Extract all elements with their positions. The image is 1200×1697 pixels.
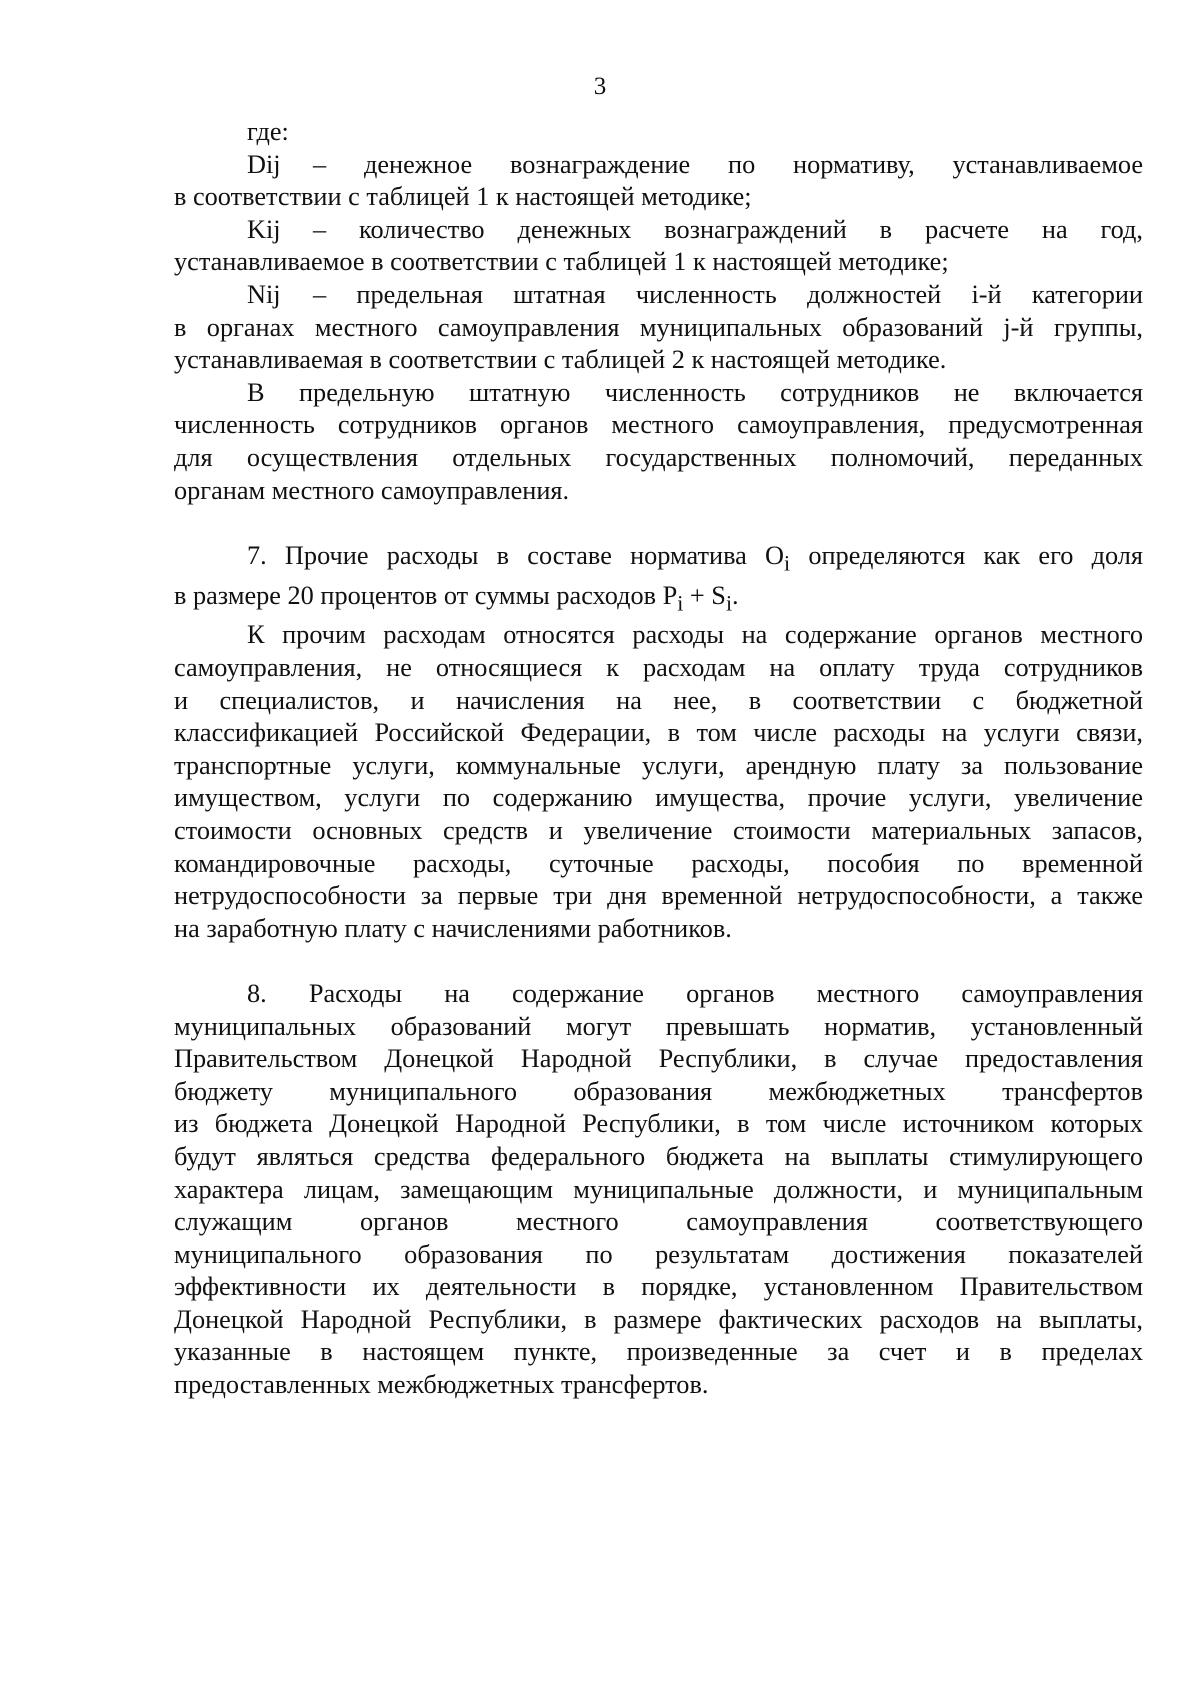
other-expenses-line-6: имуществом, услуги по содержанию имущества, прочие услуги, увеличение: [174, 783, 1143, 813]
section8-line-3: Правительством Донецкой Народной Республики, в случае предоставления: [174, 1044, 1143, 1074]
where-label: где:: [247, 117, 289, 146]
section7-line-2-start: в размере 20 процентов от суммы расходов P: [174, 580, 678, 610]
exclusion-line-2: численность сотрудников органов местного самоуправления, предусмотренная: [174, 410, 1143, 440]
section8-line-4: бюджету муниципального образования межбюджетных трансфертов: [174, 1076, 1143, 1106]
document-body: [174, 116, 1143, 1402]
section8-line-2: муниципальных образований могут превышать норматив, установленный: [174, 1011, 1143, 1041]
other-expenses-line-5: транспортные услуги, коммунальные услуги, арендную плату за пользование: [174, 750, 1143, 780]
other-expenses-line-7: стоимости основных средств и увеличение стоимости материальных запасов,: [174, 815, 1143, 845]
other-expenses-line-10: на заработную плату с начислениями работников.: [174, 913, 732, 943]
definition-nij-line-3: устанавливаемая в соответствии с таблицей 2 к настоящей методике.: [174, 345, 947, 375]
paragraph-gap: [174, 945, 1143, 978]
other-expenses-line-8: командировочные расходы, суточные расходы, пособия по временной: [174, 848, 1143, 878]
section8-line-9: муниципального образования по результатам достижения показателей: [174, 1239, 1143, 1269]
definition-dij-line-2: в соответствии с таблицей 1 к настоящей методике;: [174, 182, 752, 212]
definition-nij-symbol: Nij: [247, 279, 281, 309]
other-expenses-line-9: нетрудоспособности за первые три дня временной нетрудоспособности, а также: [174, 881, 1143, 911]
section8-line-7: характера лицам, замещающим муниципальные должности, и муниципальным: [174, 1174, 1143, 1204]
definition-kij-line-2: устанавливаемое в соответствии с таблицей 1 к настоящей методике;: [174, 247, 949, 277]
definition-kij-line-1: [174, 214, 1143, 247]
section7-line-2: [174, 580, 1143, 620]
page-number: 3: [593, 73, 607, 100]
section8-line-13: предоставленных межбюджетных трансфертов.: [174, 1370, 709, 1400]
other-expenses-line-4: классификацией Российской Федерации, в том числе расходы на услуги связи,: [174, 718, 1143, 748]
exclusion-line-4: органам местного самоуправления.: [174, 475, 570, 505]
section7-line-1-end: определяются как его доля: [790, 540, 1143, 570]
section7-line-1: [174, 540, 1143, 580]
paragraph-gap: [174, 507, 1143, 540]
other-expenses-line-3: и специалистов, и начисления на нее, в соответствии с бюджетной: [174, 685, 1143, 715]
definition-kij-symbol: Kij: [247, 214, 281, 244]
section8-line-6: будут являться средства федерального бюджета на выплаты стимулирующего: [174, 1141, 1143, 1171]
section7-line-1-sub: i: [784, 549, 791, 575]
section7-line-2-end: .: [732, 580, 739, 610]
section8-line-1: 8. Расходы на содержание органов местного самоуправления: [247, 978, 1143, 1008]
definition-dij-text: – денежное вознаграждение по нормативу, устанавливаемое: [313, 149, 1143, 179]
definition-dij-line-1: [174, 149, 1143, 182]
section8-line-10: эффективности их деятельности в порядке, установленном Правительством: [174, 1272, 1143, 1302]
other-expenses-line-2: самоуправления, не относящиеся к расходам на оплату труда сотрудников: [174, 653, 1143, 682]
section8-line-5: из бюджета Донецкой Народной Республики, в том числе источником которых: [174, 1109, 1143, 1139]
definition-dij-symbol: Dij: [247, 149, 281, 179]
definition-kij-text: – количество денежных вознаграждений в расчете на год,: [313, 214, 1143, 244]
section8-line-11: Донецкой Народной Республики, в размере фактических расходов на выплаты,: [174, 1304, 1143, 1334]
exclusion-line-3: для осуществления отдельных государственных полномочий, переданных: [174, 442, 1143, 472]
section7-line-2-sub-p: i: [677, 589, 684, 615]
other-expenses-line-1: К прочим расходам относятся расходы на содержание органов местного: [247, 620, 1143, 650]
section7-line-2-sub-s: i: [725, 589, 733, 615]
definition-nij-line-2: в органах местного самоуправления муниципальных образований j-й группы,: [174, 312, 1143, 342]
section7-line-1-start: 7. Прочие расходы в составе норматива O: [247, 540, 785, 570]
definition-nij-line-1: [174, 279, 1143, 312]
section7-line-2-mid: + S: [683, 580, 726, 610]
section8-line-12: указанные в настоящем пункте, произведенные за счет и в пределах: [174, 1337, 1143, 1367]
section8-line-8: служащим органов местного самоуправления соответствующего: [174, 1207, 1143, 1237]
definition-nij-text: – предельная штатная численность должностей i-й категории: [313, 279, 1143, 309]
exclusion-line-1: В предельную штатную численность сотрудников не включается: [247, 377, 1143, 407]
